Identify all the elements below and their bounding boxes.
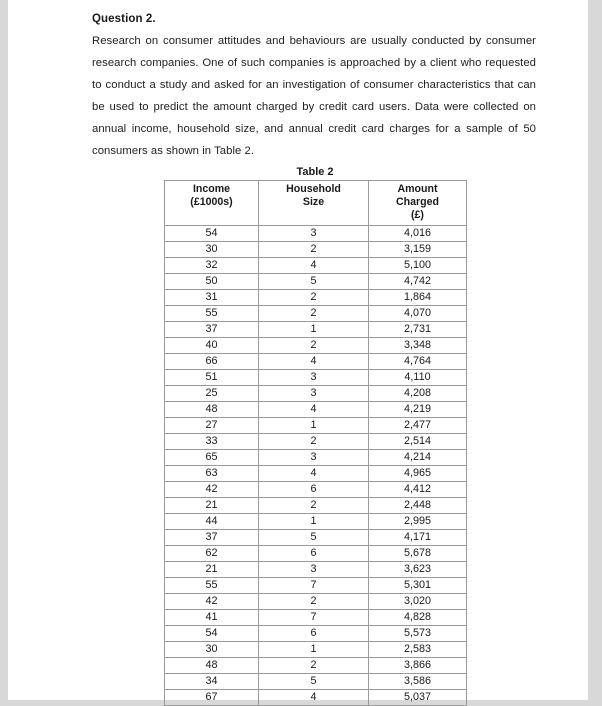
cell-income: 54 <box>165 626 259 642</box>
cell-household: 4 <box>259 258 369 274</box>
cell-amount: 2,448 <box>369 498 467 514</box>
column-header-amount-charged <box>369 181 467 226</box>
cell-income: 65 <box>165 450 259 466</box>
cell-household: 5 <box>259 274 369 290</box>
table-row <box>165 514 467 530</box>
cell-income: 51 <box>165 370 259 386</box>
cell-income: 48 <box>165 402 259 418</box>
cell-amount: 3,020 <box>369 594 467 610</box>
column-header-income <box>165 181 259 226</box>
cell-income: 21 <box>165 498 259 514</box>
cell-income: 54 <box>165 226 259 242</box>
cell-household: 2 <box>259 658 369 674</box>
table-row <box>165 626 467 642</box>
cell-household: 1 <box>259 322 369 338</box>
cell-household: 6 <box>259 482 369 498</box>
cell-amount: 3,586 <box>369 674 467 690</box>
table-row <box>165 418 467 434</box>
table-row <box>165 482 467 498</box>
table-row <box>165 274 467 290</box>
table-header-row <box>165 181 467 226</box>
table-row <box>165 594 467 610</box>
cell-household: 3 <box>259 370 369 386</box>
cell-income: 25 <box>165 386 259 402</box>
cell-amount: 2,514 <box>369 434 467 450</box>
table-header <box>165 181 467 226</box>
table-row <box>165 306 467 322</box>
cell-amount: 4,219 <box>369 402 467 418</box>
cell-household: 7 <box>259 610 369 626</box>
cell-income: 42 <box>165 594 259 610</box>
table-row <box>165 642 467 658</box>
cell-household: 2 <box>259 594 369 610</box>
cell-household: 4 <box>259 402 369 418</box>
table-row <box>165 370 467 386</box>
cell-amount: 3,159 <box>369 242 467 258</box>
cell-household: 5 <box>259 674 369 690</box>
column-header-amount-line3: (£) <box>411 209 424 221</box>
cell-amount: 4,764 <box>369 354 467 370</box>
cell-income: 41 <box>165 610 259 626</box>
cell-income: 50 <box>165 274 259 290</box>
table-row <box>165 402 467 418</box>
table-row <box>165 578 467 594</box>
cell-income: 66 <box>165 354 259 370</box>
table-row <box>165 610 467 626</box>
table-row <box>165 290 467 306</box>
cell-income: 63 <box>165 466 259 482</box>
cell-household: 2 <box>259 338 369 354</box>
cell-household: 1 <box>259 642 369 658</box>
table-row <box>165 322 467 338</box>
table-row <box>165 434 467 450</box>
cell-amount: 4,070 <box>369 306 467 322</box>
cell-household: 2 <box>259 290 369 306</box>
table-row <box>165 258 467 274</box>
cell-amount: 5,100 <box>369 258 467 274</box>
table-row <box>165 466 467 482</box>
cell-income: 33 <box>165 434 259 450</box>
cell-amount: 5,037 <box>369 690 467 706</box>
table-row <box>165 674 467 690</box>
table-row <box>165 498 467 514</box>
cell-amount: 2,731 <box>369 322 467 338</box>
table-row <box>165 658 467 674</box>
cell-amount: 4,171 <box>369 530 467 546</box>
table-row <box>165 338 467 354</box>
cell-amount: 4,214 <box>369 450 467 466</box>
cell-amount: 4,110 <box>369 370 467 386</box>
cell-amount: 4,412 <box>369 482 467 498</box>
table-row <box>165 690 467 706</box>
document-content <box>92 8 536 706</box>
cell-household: 5 <box>259 530 369 546</box>
cell-household: 3 <box>259 226 369 242</box>
column-header-household-line2: Size <box>302 196 325 208</box>
cell-household: 4 <box>259 354 369 370</box>
cell-household: 2 <box>259 498 369 514</box>
cell-income: 27 <box>165 418 259 434</box>
column-header-amount-line1: Amount <box>397 183 438 195</box>
table-row <box>165 354 467 370</box>
table-body <box>165 226 467 706</box>
cell-amount: 2,583 <box>369 642 467 658</box>
cell-amount: 1,864 <box>369 290 467 306</box>
cell-household: 4 <box>259 466 369 482</box>
cell-income: 30 <box>165 242 259 258</box>
cell-amount: 2,477 <box>369 418 467 434</box>
question-title: Question 2. <box>92 13 156 25</box>
cell-household: 7 <box>259 578 369 594</box>
cell-household: 1 <box>259 514 369 530</box>
table-row <box>165 546 467 562</box>
cell-household: 3 <box>259 562 369 578</box>
consumer-data-table <box>164 180 467 706</box>
cell-income: 37 <box>165 530 259 546</box>
cell-amount: 4,828 <box>369 610 467 626</box>
cell-income: 34 <box>165 674 259 690</box>
column-header-income-line1: Income <box>192 183 231 195</box>
cell-amount: 2,995 <box>369 514 467 530</box>
column-header-household-size <box>259 181 369 226</box>
cell-amount: 5,573 <box>369 626 467 642</box>
table-row <box>165 562 467 578</box>
cell-income: 48 <box>165 658 259 674</box>
cell-amount: 5,301 <box>369 578 467 594</box>
cell-household: 2 <box>259 306 369 322</box>
cell-income: 55 <box>165 578 259 594</box>
cell-income: 62 <box>165 546 259 562</box>
column-header-household-line1: Household <box>286 183 341 195</box>
table-row <box>165 386 467 402</box>
cell-household: 1 <box>259 418 369 434</box>
cell-amount: 4,965 <box>369 466 467 482</box>
cell-amount: 4,016 <box>369 226 467 242</box>
cell-household: 3 <box>259 450 369 466</box>
column-header-amount-line2: Charged <box>396 196 439 208</box>
table-row <box>165 530 467 546</box>
cell-amount: 4,742 <box>369 274 467 290</box>
cell-income: 31 <box>165 290 259 306</box>
cell-amount: 3,348 <box>369 338 467 354</box>
cell-income: 30 <box>165 642 259 658</box>
cell-household: 3 <box>259 386 369 402</box>
question-body: Research on consumer attitudes and behaviours are usually conducted by consumer research companies. One of such companies is approached by a client who requested to conduct a study and asked for an investigation of consumer characteristics that can be used to predict the amount charged by credit card users. Data were collected on annual income, household size, and annual credit card charges for a sample of 50 consumers as shown in Table 2. <box>92 35 536 157</box>
cell-household: 2 <box>259 242 369 258</box>
table-row <box>165 226 467 242</box>
cell-income: 37 <box>165 322 259 338</box>
cell-household: 4 <box>259 690 369 706</box>
column-header-income-line2: (£1000s) <box>190 196 233 208</box>
table-row <box>165 242 467 258</box>
cell-amount: 3,623 <box>369 562 467 578</box>
document-page <box>8 0 588 703</box>
table-caption: Table 2 <box>296 166 334 178</box>
cell-household: 6 <box>259 546 369 562</box>
cell-amount: 3,866 <box>369 658 467 674</box>
cell-income: 21 <box>165 562 259 578</box>
table-row <box>165 450 467 466</box>
cell-income: 44 <box>165 514 259 530</box>
cell-income: 55 <box>165 306 259 322</box>
cell-income: 67 <box>165 690 259 706</box>
cell-amount: 4,208 <box>369 386 467 402</box>
cell-household: 6 <box>259 626 369 642</box>
cell-income: 40 <box>165 338 259 354</box>
cell-household: 2 <box>259 434 369 450</box>
cell-income: 42 <box>165 482 259 498</box>
cell-income: 32 <box>165 258 259 274</box>
cell-amount: 5,678 <box>369 546 467 562</box>
